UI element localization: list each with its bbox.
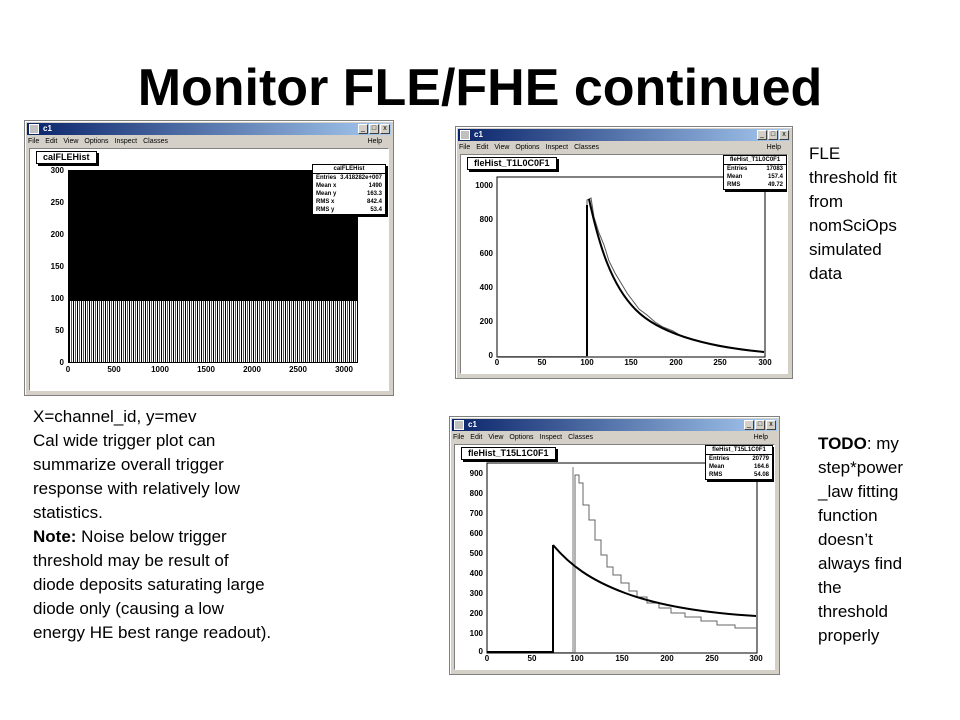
stats-value: 17083 — [766, 166, 783, 172]
stats-value: 20779 — [752, 456, 769, 462]
x-tick-label: 300 — [758, 358, 772, 367]
menu-inspect[interactable]: Inspect — [539, 434, 563, 441]
menu-classes[interactable]: Classes — [574, 144, 599, 151]
note-label: Note: — [33, 527, 77, 546]
menu-file[interactable]: File — [28, 138, 40, 145]
x-tick-label: 250 — [713, 358, 727, 367]
desc-line: X=channel_id, y=mev — [33, 407, 197, 426]
stats-key: Entries — [709, 456, 730, 462]
stats-value: 1490 — [368, 183, 382, 189]
histogram-bins — [487, 475, 756, 653]
desc-note-line: diode deposits saturating large — [33, 575, 265, 594]
histogram-bins — [497, 198, 764, 357]
menu-help[interactable]: Help — [753, 434, 768, 441]
stats-box — [312, 164, 386, 215]
y-tick-label: 600 — [469, 529, 483, 538]
y-tick-label: 0 — [488, 351, 493, 360]
desc-note-line: energy HE best range readout). — [33, 623, 272, 642]
todo-line: function — [818, 506, 878, 525]
todo-line: step*power — [818, 458, 904, 477]
root-app-icon — [460, 130, 470, 140]
x-tick-label: 2500 — [289, 365, 307, 374]
desc-note-line: threshold may be result of — [33, 551, 229, 570]
todo-line: properly — [818, 626, 880, 645]
menu-edit[interactable]: Edit — [45, 138, 58, 145]
y-tick-label: 600 — [479, 249, 493, 258]
fle-note-line: from — [809, 192, 843, 211]
y-tick-label: 200 — [469, 609, 483, 618]
x-tick-label: 50 — [537, 358, 547, 367]
menu-inspect[interactable]: Inspect — [114, 138, 138, 145]
y-tick-label: 300 — [469, 589, 483, 598]
desc-line: response with relatively low — [33, 479, 240, 498]
menu-help[interactable]: Help — [766, 144, 781, 151]
menu-file[interactable]: File — [459, 144, 471, 151]
stats-header: fleHist_T1L0C0F1 — [724, 156, 786, 165]
stats-key: RMS — [709, 472, 723, 478]
histogram-title: fleHist_T1L0C0F1 — [467, 157, 557, 170]
maximize-button[interactable]: □ — [369, 124, 379, 134]
x-tick-label: 1500 — [197, 365, 215, 374]
y-tick-label: 0 — [478, 647, 483, 656]
x-tick-label: 3000 — [335, 365, 353, 374]
stats-value: 54.08 — [753, 472, 769, 478]
x-tick-label: 0 — [65, 365, 71, 374]
menu-view[interactable]: View — [494, 144, 510, 151]
todo-line: the — [818, 578, 842, 597]
minimize-button[interactable]: _ — [744, 420, 754, 430]
menu-bar — [459, 142, 789, 153]
todo-note — [818, 432, 903, 648]
fle-note-line: nomSciOps — [809, 216, 897, 235]
desc-note-line: diode only (causing a low — [33, 599, 224, 618]
fle-note-line: data — [809, 264, 843, 283]
menu-view[interactable]: View — [63, 138, 79, 145]
root-canvas-window-calflehist[interactable] — [24, 120, 394, 396]
y-tick-label: 500 — [469, 549, 483, 558]
close-button[interactable]: x — [380, 124, 390, 134]
root-canvas-window-t1l0c0f1[interactable] — [455, 126, 793, 379]
todo-line: _law fitting — [818, 482, 899, 501]
stats-value: 157.4 — [767, 174, 783, 180]
stats-value: 163.3 — [366, 191, 382, 197]
window-title-bar[interactable] — [452, 419, 777, 431]
window-title: c1 — [474, 130, 483, 139]
x-tick-label: 150 — [615, 654, 629, 663]
window-title-bar[interactable] — [458, 129, 790, 141]
stats-value: 164.6 — [753, 464, 769, 470]
close-button[interactable]: x — [766, 420, 776, 430]
root-app-icon — [454, 420, 464, 430]
menu-file[interactable]: File — [453, 434, 465, 441]
histogram-title: calFLEHist — [36, 151, 97, 164]
plot-canvas[interactable] — [454, 444, 775, 670]
fit-step — [487, 545, 553, 652]
stats-header: fleHist_T15L1C0F1 — [706, 446, 772, 455]
y-tick-label: 1000 — [475, 181, 493, 190]
y-tick-label: 250 — [50, 198, 64, 207]
y-tick-label: 100 — [469, 629, 483, 638]
window-title-bar[interactable] — [27, 123, 391, 135]
plot-canvas[interactable] — [29, 148, 389, 391]
maximize-button[interactable]: □ — [755, 420, 765, 430]
fle-note — [809, 142, 897, 286]
window-title: c1 — [43, 124, 52, 133]
y-tick-label: 100 — [50, 294, 64, 303]
stats-value: 49.72 — [767, 182, 783, 188]
stats-value: 53.4 — [370, 207, 382, 213]
plot-frame — [497, 177, 765, 357]
y-tick-label: 50 — [55, 326, 64, 335]
x-tick-label: 0 — [494, 358, 500, 367]
y-tick-label: 300 — [50, 166, 64, 175]
menu-options[interactable]: Options — [515, 144, 540, 151]
y-tick-label: 200 — [50, 230, 64, 239]
menu-inspect[interactable]: Inspect — [545, 144, 569, 151]
x-tick-label: 100 — [580, 358, 594, 367]
x-tick-label: 1000 — [151, 365, 169, 374]
menu-classes[interactable]: Classes — [568, 434, 593, 441]
menu-help[interactable]: Help — [367, 138, 382, 145]
x-tick-label: 200 — [669, 358, 683, 367]
x-tick-label: 500 — [107, 365, 121, 374]
histogram-fill-noise — [69, 301, 357, 362]
menu-edit[interactable]: Edit — [476, 144, 489, 151]
x-tick-label: 300 — [749, 654, 763, 663]
stats-value: 3.418282e+007 — [340, 175, 382, 181]
histogram-title: fleHist_T15L1C0F1 — [461, 447, 556, 460]
y-tick-label: 0 — [59, 358, 64, 367]
stats-key: Entries — [316, 175, 337, 181]
description-text — [33, 405, 413, 645]
y-tick-label: 800 — [469, 489, 483, 498]
todo-line: doesn’t — [818, 530, 873, 549]
maximize-button[interactable]: □ — [768, 130, 778, 140]
x-tick-label: 0 — [484, 654, 490, 663]
root-app-icon — [29, 124, 39, 134]
y-tick-label: 150 — [50, 262, 64, 271]
x-tick-label: 100 — [570, 654, 584, 663]
stats-key: Mean x — [316, 183, 337, 189]
stats-key: RMS x — [316, 199, 335, 205]
stats-value: 842.4 — [366, 199, 382, 205]
stats-key: Mean — [709, 464, 725, 470]
todo-line: always find — [818, 554, 903, 573]
stats-key: Mean y — [316, 191, 337, 197]
x-tick-label: 150 — [624, 358, 638, 367]
minimize-button[interactable]: _ — [757, 130, 767, 140]
fle-note-line: threshold fit — [809, 168, 897, 187]
menu-view[interactable]: View — [488, 434, 504, 441]
x-tick-label: 200 — [660, 654, 674, 663]
y-tick-label: 800 — [479, 215, 493, 224]
todo-line: threshold — [818, 602, 888, 621]
x-tick-label: 2000 — [243, 365, 261, 374]
fit-curve — [553, 545, 756, 616]
stats-key: Entries — [727, 166, 748, 172]
y-tick-label: 900 — [469, 469, 483, 478]
fit-curve — [589, 199, 764, 352]
desc-note-line: Noise below trigger — [76, 527, 227, 546]
menu-bar — [453, 432, 776, 443]
todo-label: TODO — [818, 434, 867, 453]
menu-bar — [28, 136, 390, 147]
desc-line: Cal wide trigger plot can — [33, 431, 216, 450]
stats-key: RMS y — [316, 207, 335, 213]
todo-line: : my — [866, 434, 899, 453]
y-tick-label: 400 — [479, 283, 493, 292]
x-tick-label: 50 — [527, 654, 537, 663]
y-tick-label: 200 — [479, 317, 493, 326]
close-button[interactable]: x — [779, 130, 789, 140]
y-tick-label: 400 — [469, 569, 483, 578]
slide-title: Monitor FLE/FHE continued — [137, 59, 823, 117]
stats-key: RMS — [727, 182, 741, 188]
x-tick-label: 250 — [705, 654, 719, 663]
plot-canvas[interactable] — [460, 154, 788, 374]
y-tick-label: 700 — [469, 509, 483, 518]
menu-edit[interactable]: Edit — [470, 434, 483, 441]
stats-box — [723, 155, 787, 190]
stats-header: calFLEHist — [313, 165, 385, 174]
root-canvas-window-t15l1c0f1[interactable] — [449, 416, 780, 675]
desc-line: statistics. — [33, 503, 103, 522]
menu-options[interactable]: Options — [509, 434, 534, 441]
stats-key: Mean — [727, 174, 743, 180]
minimize-button[interactable]: _ — [358, 124, 368, 134]
desc-line: summarize overall trigger — [33, 455, 224, 474]
stats-box — [705, 445, 773, 480]
fle-note-line: FLE — [809, 144, 841, 163]
menu-options[interactable]: Options — [84, 138, 109, 145]
menu-classes[interactable]: Classes — [143, 138, 168, 145]
window-title: c1 — [468, 420, 477, 429]
fle-note-line: simulated — [809, 240, 882, 259]
